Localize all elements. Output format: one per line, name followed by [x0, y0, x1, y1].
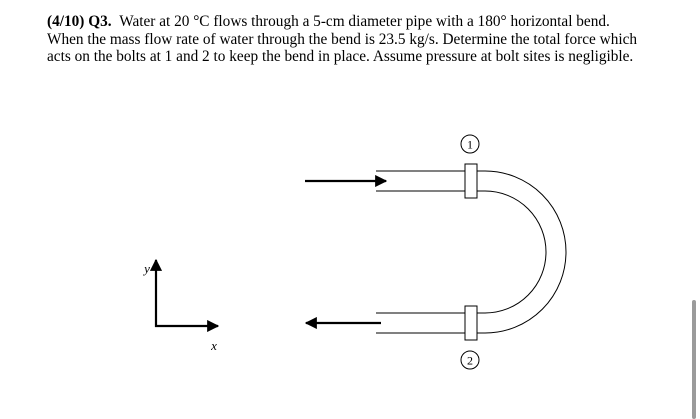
bolt-2-label: 2: [467, 353, 473, 368]
problem-line-1-text: Water at 20 °C flows through a 5-cm diameter pipe with a 180° horizontal bend.: [119, 13, 610, 30]
scrollbar[interactable]: [692, 300, 696, 419]
bolt-1-label: 1: [467, 137, 473, 152]
question-label: (4/10) Q3.: [47, 13, 112, 30]
flange-1: [465, 164, 477, 198]
axis-y-label: y: [144, 261, 150, 276]
axis-x-label: x: [211, 338, 217, 353]
flange-2: [465, 306, 477, 340]
bend-outer-wall: [485, 171, 566, 333]
problem-line-2: When the mass flow rate of water through the bend is 23.5 kg/s. Determine the total force which: [47, 30, 638, 48]
problem-line-3: acts on the bolts at 1 and 2 to keep the bend in place. Assume pressure at bolt sites is negligible.: [47, 48, 634, 65]
bend-inner-wall: [485, 191, 546, 313]
